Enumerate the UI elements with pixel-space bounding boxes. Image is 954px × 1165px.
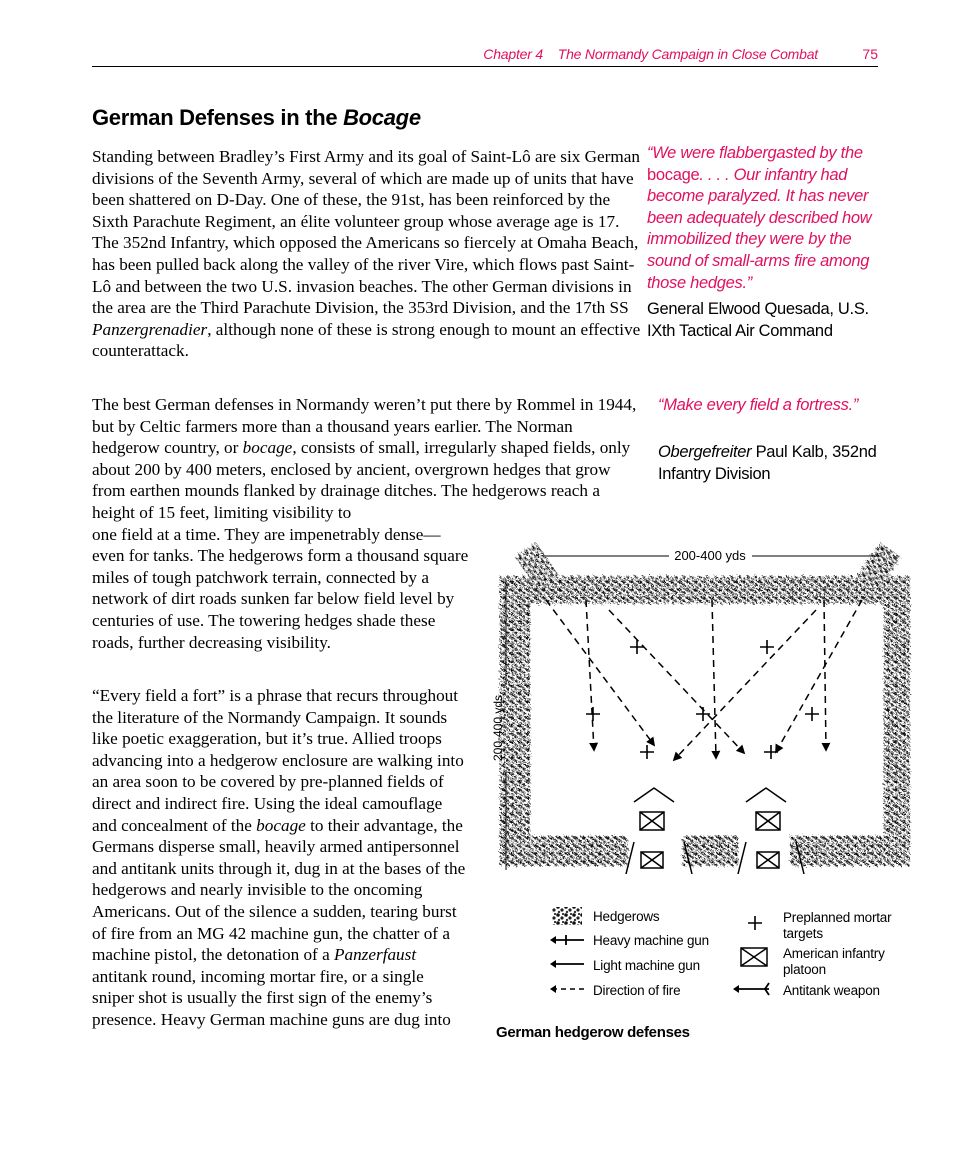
sidebar-attribution-2-italic: Obergefreiter — [658, 443, 752, 461]
paragraph-1-text-a: Standing between Bradley’s First Army and its goal of Saint-Lô are six German divisions of the Seventh Army, several of which are made up of units that have been shattered on D-Day. One of these, the 91st, has been reinforced by the Sixth Parachute Regiment, an élite volunteer group whose average age is 17. The 352nd Infantry, which opposed the Americans so fiercely at Omaha Beach, has been pulled back along the valley of the river Vire, which flows past Saint-Lô and between the two U.S. invasion beaches. The other German divisions in the area are the Third Parachute Division, the 353rd Division, and the 17th SS — [92, 147, 640, 318]
paragraph-1 — [92, 146, 644, 362]
section-title — [92, 105, 421, 131]
legend-heavy-mg: Heavy machine gun — [593, 933, 709, 948]
mortar-legend-icon — [745, 913, 765, 933]
mortar-target — [586, 707, 600, 721]
sidebar-attribution-2 — [658, 442, 888, 485]
hedgerow-bottom-mid — [682, 836, 738, 866]
section-title-italic: Bocage — [343, 105, 421, 130]
mortar-target — [764, 745, 778, 759]
mortar-target — [630, 640, 644, 654]
sidebar-quote-1-a: “We were flabbergasted by the — [647, 144, 863, 162]
paragraph-3-text-a: “Every field a fort” is a phrase that recurs throughout the literature of the Normandy Campaign. It sounds like poetic exaggeration, but it’s true. Allied troops advancing into a hedgerow enclosure are walking into an area soon to be covered by pre-planned fields of direct and indirect fire. Using the ideal camouflage and concealment of the — [92, 686, 464, 835]
paragraph-2-text-c: one field at a time. They are impenetrably dense—even for tanks. The hedgerows form a thousand square miles of tough patchwork terrain, connected by a network of dirt roads sunken far below field level by centuries of use. The towering hedges shade these roads, further decreasing visibility. — [92, 524, 469, 652]
legend-direction: Direction of fire — [593, 983, 681, 998]
section-title-main: German Defenses in the — [92, 105, 344, 130]
paragraph-2-italic: bocage — [242, 438, 293, 458]
legend-hedgerows: Hedgerows — [593, 909, 660, 924]
heavy-mg-legend-icon — [548, 933, 588, 947]
mortar-target — [696, 707, 710, 721]
legend-infantry: American infantry platoon — [783, 946, 885, 977]
infantry-legend-icon — [738, 945, 770, 969]
sidebar-attribution-1: General Elwood Quesada, U.S. IXth Tactical Air Command — [647, 300, 869, 340]
paragraph-3-text-c: antitank round, incoming mortar fire, or a single sniper shot is usually the first sign of the enemy’s presence. Heavy German machine guns are dug into — [92, 966, 451, 1029]
hedgerow-legend-icon — [548, 905, 588, 927]
dimension-top-label: 200-400 yds — [674, 548, 746, 563]
sidebar-attribution-2-rest: Paul Kalb, 352nd Infantry Division — [658, 443, 877, 483]
hedgerow-bottom-left — [500, 836, 628, 866]
paragraph-3-text-b: to their advantage, the Germans disperse small, heavily armed antipersonnel and antitank units through it, dug in at the bases of the hedgerows and nearly invisible to the oncoming Americans. Out of the silence a sudden, tearing burst of fire from an MG 42 machine gun, the chatter of a machine pistol, the detonation of a — [92, 815, 466, 965]
hedgerow-bottom-right — [790, 836, 890, 866]
paragraph-1-italic: Panzergrenadier — [92, 319, 208, 339]
paragraph-3 — [92, 685, 470, 1031]
paragraph-3-italic-2: Panzerfaust — [334, 945, 417, 965]
figure-caption: German hedgerow defenses — [496, 1024, 690, 1041]
hedgerow-top — [500, 576, 888, 604]
page-number: 75 — [862, 46, 878, 62]
hedgerow-right — [884, 576, 910, 866]
sidebar-quote-1 — [647, 143, 887, 294]
mortar-target — [640, 745, 654, 759]
running-head — [92, 46, 878, 67]
hedgerow-bands — [500, 542, 910, 866]
legend-light-mg: Light machine gun — [593, 958, 700, 973]
light-mg-legend-icon — [548, 957, 588, 971]
mortar-target — [805, 707, 819, 721]
antitank-legend-icon — [731, 982, 777, 996]
paragraph-3-italic-1: bocage — [256, 815, 306, 835]
mortar-target — [760, 640, 774, 654]
sidebar-quote-1-roman: bocage — [647, 165, 700, 184]
legend-antitank: Antitank weapon — [783, 983, 880, 998]
fire-lines — [546, 600, 862, 760]
sidebar-quote-1-b: . . . . Our infantry had become paralyzed. It has never been adequately described how immobilized they were by the sound of small-arms fire among those hedges.” — [647, 165, 872, 292]
paragraph-1-text-b: , although none of these is strong enough to mount an effective counterattack. — [92, 319, 641, 361]
hedgerow-diagram — [491, 540, 914, 870]
paragraph-2-text-b: , consists of small, irregularly shaped fields, only about 200 by 400 meters, enclosed by ancient, overgrown hedges that grow from earthen mounds flanked by drainage ditches. The hedgerows reach a height of 15 feet, limiting visibility to — [92, 438, 631, 522]
legend-mortar: Preplanned mortar targets — [783, 910, 892, 941]
dimension-left-label: 200-400 yds — [491, 694, 505, 762]
sidebar-quote-2: “Make every field a fortress.” — [658, 396, 859, 414]
running-head-chapter: Chapter 4 The Normandy Campaign in Close Combat — [483, 46, 818, 62]
direction-legend-icon — [548, 982, 588, 996]
diagram-legend — [548, 905, 908, 1005]
paragraph-2-text-a: The best German defenses in Normandy weren’t put there by Rommel in 1944, but by Celtic farmers more than a thousand years earlier. The Norman hedgerow country, or — [92, 395, 637, 458]
